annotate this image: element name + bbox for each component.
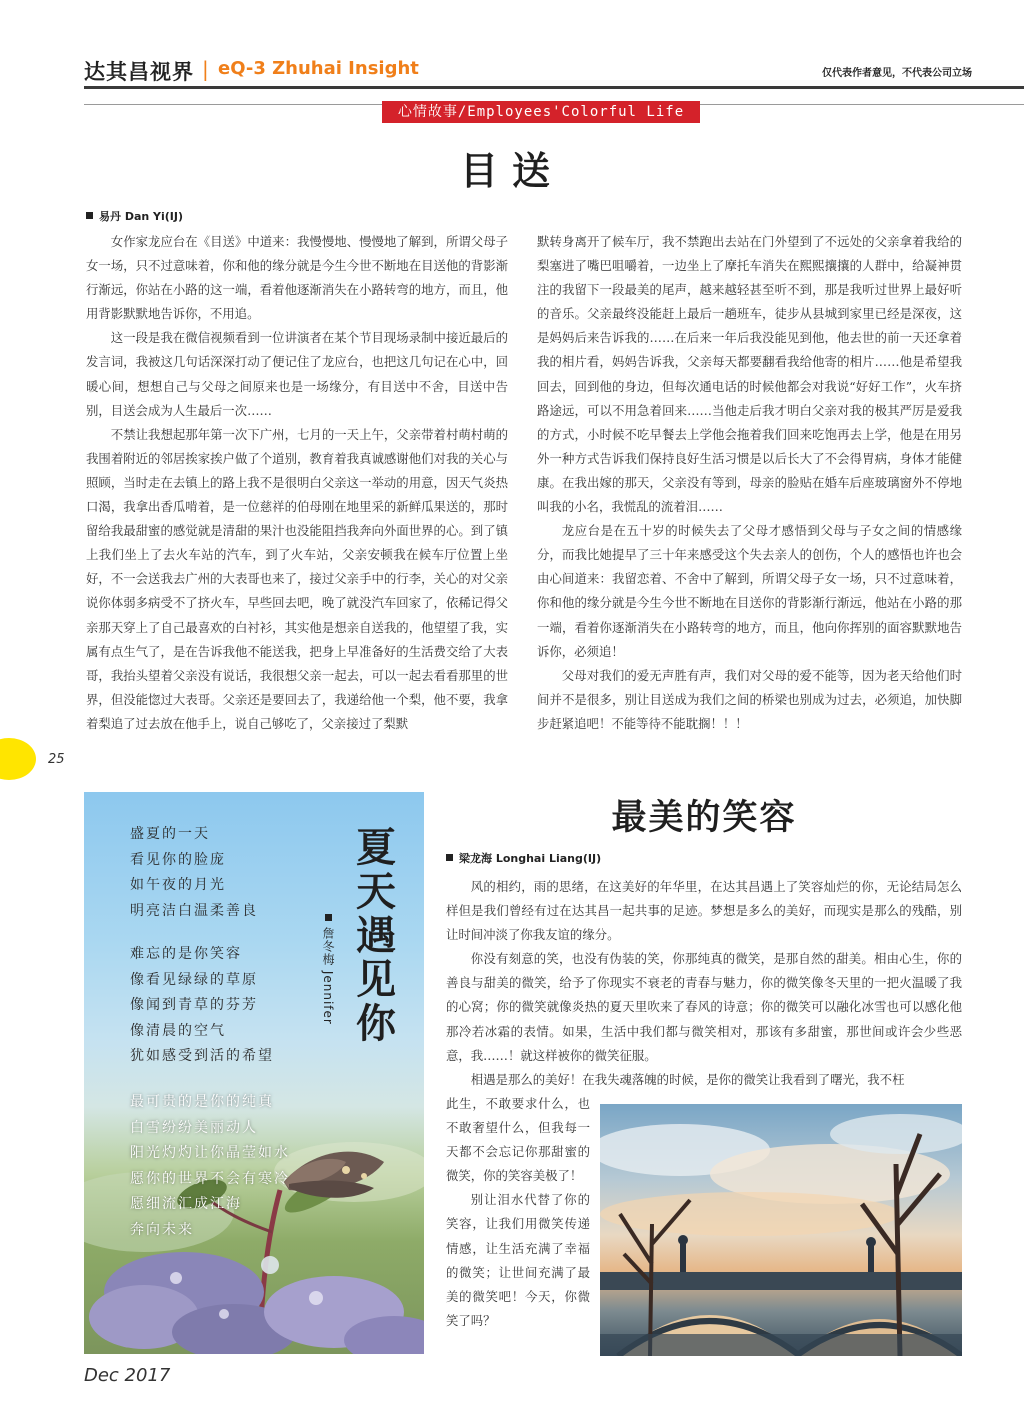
article-paragraph: 你没有刻意的笑，也没有伪装的笑，你那纯真的微笑，是那自然的甜美。相由心生，你的善良与甜美的微笑，给予了你现实不衰老的青春与魅力，你的微笑像冬天里的一把火温暖了我的心窝；你的微笑就像炎热的夏天里吹来了春风的诗意；你的微笑可以融化冰雪也可以感化他那冷若冰霜的表情。如果，生活中我们都与微笑相对，那该有多甜蜜，那世间或许会少些恶意，我……！就这样被你的微笑征服。: [446, 951, 962, 1063]
poem-stanza-1: [130, 822, 258, 924]
bridge-painting-art: [600, 1104, 962, 1356]
poem-line: 愿细流汇成江海: [130, 1196, 242, 1212]
poem-line: 像闻到青草的芬芳: [130, 997, 258, 1013]
header-rule-thick: [84, 86, 1024, 89]
poem-line: 阳光灼灼让你晶莹如水: [130, 1145, 290, 1161]
section-banner: 心情故事/Employees'Colorful Life: [382, 101, 700, 123]
byline-square-icon: [446, 854, 453, 861]
article-paragraph: 父母对我们的爱无声胜有声，我们对父母的爱不能等，因为老天给他们时间并不是很多，别让目送成为我们之间的桥梁也别成为过去，必须追，加快脚步赶紧追吧！不能等待不能耽搁！！！: [537, 667, 962, 731]
article2-title: 最美的笑容: [611, 798, 797, 838]
article2-author: 梁龙海 Longhai Liang(IJ): [459, 852, 602, 865]
poem-stanza-3: [130, 1090, 290, 1243]
article1-column-right: [537, 230, 962, 736]
poem-line: 盛夏的一天: [130, 826, 210, 842]
issue-date: Dec 2017: [84, 1365, 171, 1386]
poem-line: 明亮洁白温柔善良: [130, 902, 258, 919]
brand-chinese-name: 达其昌视界: [84, 60, 194, 84]
poem-line: 犹如感受到活的希望: [130, 1048, 274, 1064]
poem-stanza-2: [130, 942, 274, 1070]
poem-author: [320, 914, 337, 1025]
poem-title: 夏天遇见你: [356, 825, 396, 1047]
poem-line: 难忘的是你笑容: [130, 946, 242, 962]
poem-line: 像看见绿绿的草原: [130, 971, 258, 988]
brand-separator: |: [202, 57, 209, 81]
article1-title: 目送: [459, 149, 564, 193]
brand-english-name: eQ-3 Zhuhai Insight: [218, 58, 419, 79]
poem-line: 奔向未来: [130, 1221, 194, 1238]
article2-column-narrow: [446, 1092, 590, 1333]
page-number-dot: [0, 738, 36, 780]
page-header: [84, 56, 1024, 86]
poem-line: 最可贵的是你的纯真: [130, 1094, 274, 1110]
article-paragraph: 默转身离开了候车厅，我不禁跑出去站在门外望到了不远处的父亲拿着我给的梨塞进了嘴巴咀嚼着，一边坐上了摩托车消失在熙熙攘攘的人群中，给凝神贯注的我留下一段最美的尾声，越来越轻甚至听不到，那是我听过世界上最好听的音乐。父亲最终没能赶上最后一趟班车，徒步从县城到家里已经是深夜，这是妈妈后来告诉我的……在后来一年后我没能见到他，他去世的前一天还拿着我的相片看，妈妈告诉我，父亲每天都要翻看我给他寄的相片……他是希望我回去，回到他的身边，但每次通电话的时候他都会对我说“好好工作”，火车挤路途远，可以不用急着回来……当他走后我才明白父亲对我的极其严厉是爱我的方式，小时候不吃早餐去上学他会拖着我们回来吃饱再去上学，他是在用另外一种方式告诉我们保持良好生活习惯是以后长大了不会得胃病，身体才能健康。在我出嫁的那天，父亲没有等到，母亲的脸贴在婚车后座玻璃窗外不停地叫我的小名，我慌乱的流着泪……: [537, 234, 962, 515]
poem-line: 像清晨的空气: [130, 1022, 226, 1039]
bridge-painting-image: [600, 1104, 962, 1356]
article-paragraph: 此生，不敢要求什么，也不敢奢望什么，但我每一天都不会忘记你那甜蜜的微笑，你的笑容美极了！: [446, 1096, 590, 1184]
disclaimer-text: 仅代表作者意见，不代表公司立场: [822, 68, 972, 79]
poem-line: 愿你的世界不会有寒冷: [130, 1170, 290, 1187]
article2-column-wide: [446, 875, 962, 1092]
article1-byline: [86, 208, 183, 224]
article-paragraph: 女作家龙应台在《目送》中道来：我慢慢地、慢慢地了解到，所谓父母子女一场，只不过意味着，你和他的缘分就是今生今世不断地在目送他的背影渐行渐远，你站在小路的这一端，看着他逐渐消失在小路转弯的地方，而且，他用背影默默地告诉你，不用追。: [86, 234, 508, 322]
article-paragraph: 风的相约，雨的思绪，在这美好的年华里，在达其昌遇上了笑容灿烂的你，无论结局怎么样但是我们曾经有过在达其昌一起共事的足迹。梦想是多么的美好，而现实是那么的残酷，别让时间冲淡了你我友谊的缘分。: [446, 879, 962, 943]
poem-line: 看见你的脸庞: [130, 851, 226, 868]
poem-panel: [84, 792, 424, 1354]
poem-line: 如午夜的月光: [130, 877, 226, 893]
article-paragraph: 龙应台是在五十岁的时候失去了父母才感悟到父母与子女之间的情感缘分，而我比她提早了三十年来感受这个失去亲人的创伤，个人的感悟也许也会由心间道来：我留恋着、不舍中了解到，所谓父母子女一场，只不过意味着，你和他的缘分就是今生今世不断地在目送你的背影渐行渐远，他站在小路的那一端，看着你逐渐消失在小路转弯的地方，而且，他向你挥别的面容默默地告诉你，必须追！: [537, 523, 962, 659]
article1-author: 易丹 Dan Yi(IJ): [99, 210, 184, 223]
article-paragraph: 这一段是我在微信视频看到一位讲演者在某个节目现场录制中接近最后的发言词，我被这几句话深深打动了便记住了龙应台，也把这几句记在心中，回暖心间，想想自己与父母之间原来也是一场缘分，有目送中不舍，目送中告别，目送会成为人生最后一次……: [86, 330, 508, 418]
article1-column-left: [86, 230, 508, 736]
byline-square-icon: [325, 914, 332, 921]
article-paragraph: 不禁让我想起那年第一次下广州，七月的一天上午，父亲带着村萌村萌的我围着附近的邻居挨家挨户做了个道别，教育着我真诚感谢他们对我的关心与照顾，当时走在去镇上的路上我不是很明白父亲这一举动的用意，因天气炎热口渴，我拿出香瓜啃着，是一位慈祥的伯母刚在地里采的新鲜瓜果送的，那时留给我最甜蜜的感觉就是清甜的果汁也没能阻挡我奔向外面世界的心。到了镇上我们坐上了去火车站的汽车，到了火车站，父亲安顿我在候车厅位置上坐好，不一会送我去广州的大表哥也来了，接过父亲手中的行李，关心的对父亲说你体弱多病受不了挤火车，早些回去吧，晚了就没汽车回家了，依稀记得父亲那天穿上了自己最喜欢的白衬衫，其实他是想亲自送我的，他望望了我，实属有点生气了，是在告诉我他不能送我，把身上早准备好的生活费交给了大表哥，我抬头望着父亲没有说话，我很想父亲一起去，可以一起去看看那里的世界，但没能惚过大表哥。父亲还是要回去了，我递给他一个梨，他不要，我拿着梨追了过去放在他手上，说自己够吃了，父亲接过了梨默: [86, 426, 508, 731]
poem-author-name: 詹冬梅 Jennifer: [321, 927, 335, 1025]
page-number: 25: [48, 752, 65, 767]
poem-line: 白雪纷纷美丽动人: [130, 1119, 258, 1136]
byline-square-icon: [86, 212, 93, 219]
article-paragraph: 别让泪水代替了你的笑容，让我们用微笑传递情感，让生活充满了幸福的微笑；让世间充满了最美的微笑吧！今天，你微笑了吗？: [446, 1192, 590, 1328]
article2-byline: [446, 850, 601, 866]
article-paragraph: 相遇是那么的美好！在我失魂落魄的时候，是你的微笑让我看到了曙光，我不枉: [470, 1071, 905, 1087]
